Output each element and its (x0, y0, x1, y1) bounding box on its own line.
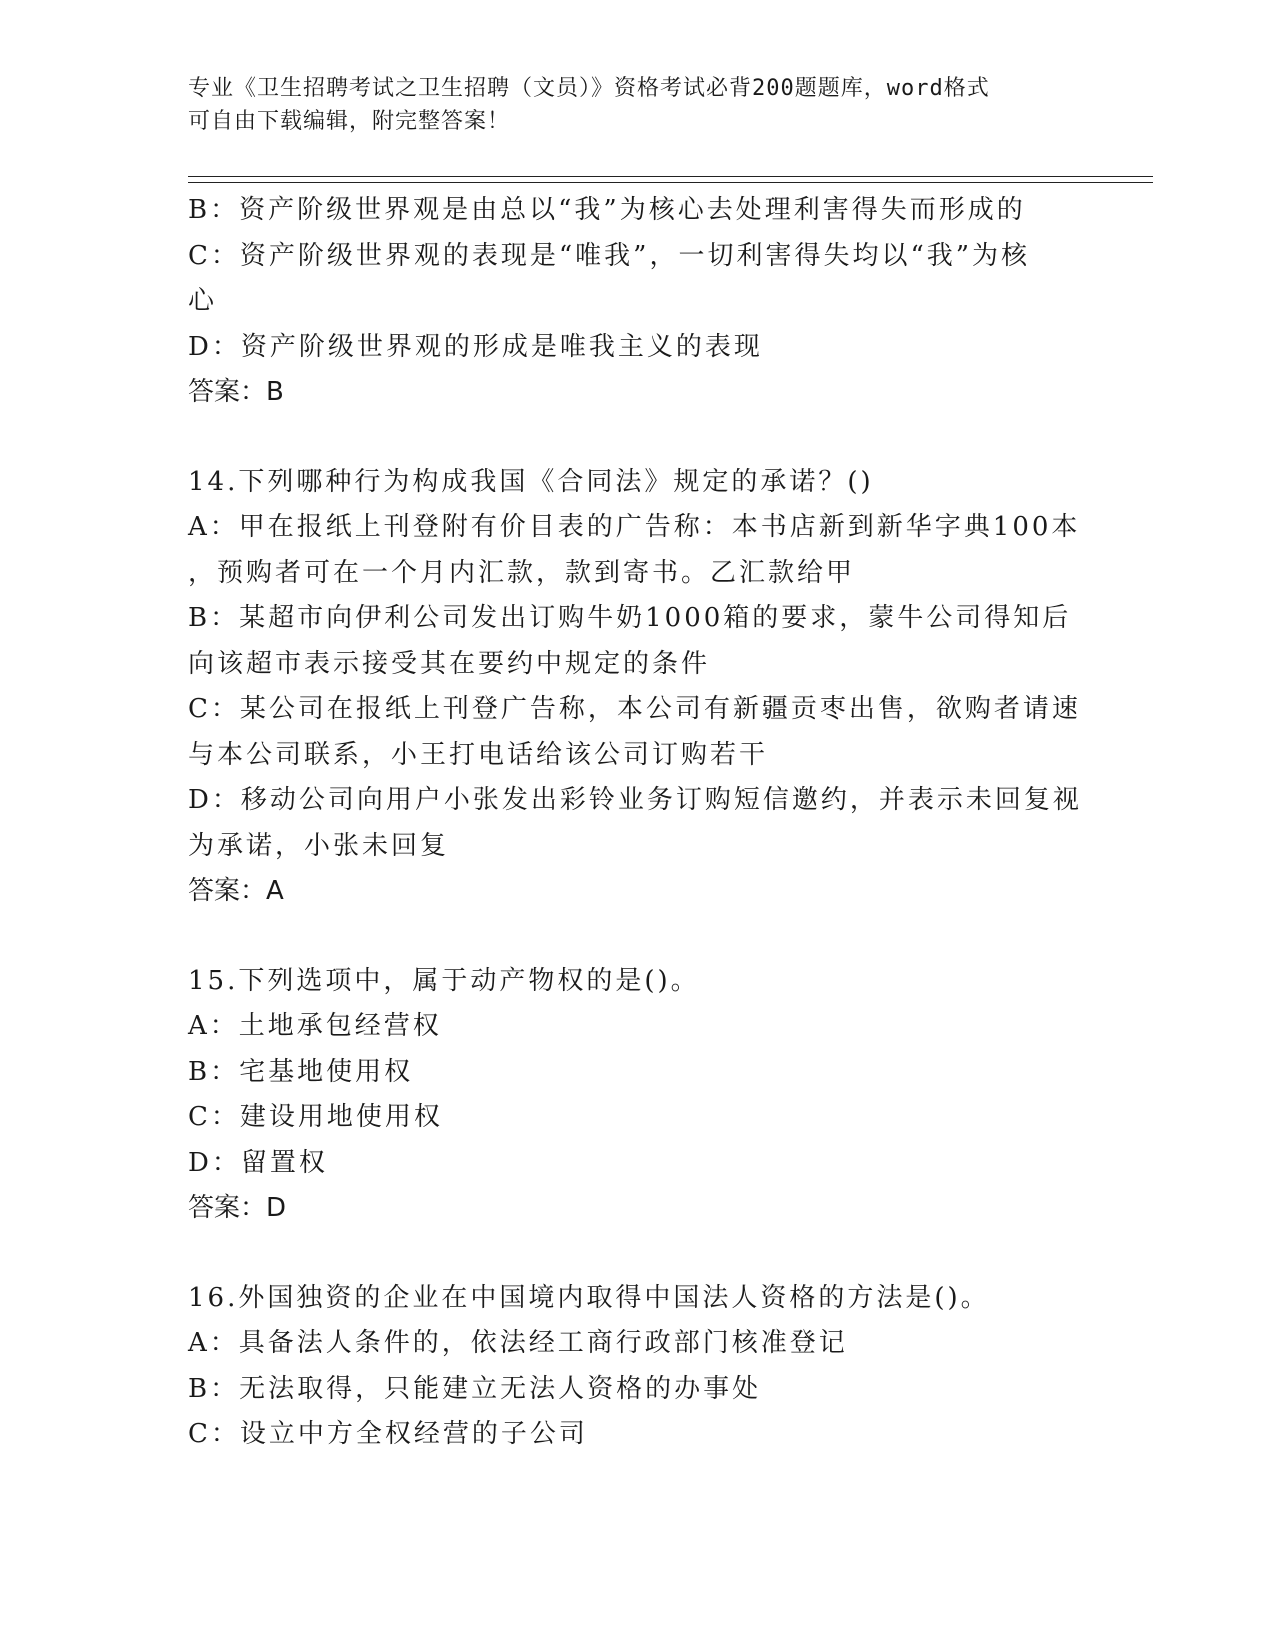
question-13-tail (188, 188, 1088, 416)
option-a: A：具备法人条件的，依法经工商行政部门核准登记 (188, 1328, 848, 1358)
question-stem: 14.下列哪种行为构成我国《合同法》规定的承诺？() (188, 466, 874, 497)
option-c: C：设立中方全权经营的子公司 (188, 1419, 588, 1449)
question-15 (188, 959, 1088, 1232)
document-header (188, 72, 1068, 138)
option-d-continued: 为承诺，小张未回复 (188, 830, 450, 861)
option-c: C：建设用地使用权 (188, 1102, 443, 1132)
option-b: B：无法取得，只能建立无法人资格的办事处 (188, 1373, 762, 1404)
option-c-continued: 心 (188, 286, 218, 316)
option-d: D：资产阶级世界观的形成是唯我主义的表现 (188, 331, 763, 362)
option-b-continued: 向该超市表示接受其在要约中规定的条件 (188, 648, 711, 679)
option-a-continued: ，预购者可在一个月内汇款，款到寄书。乙汇款给甲 (188, 557, 856, 588)
header-title-line-2: 可自由下载编辑，附完整答案！ (188, 109, 511, 134)
option-c-continued: 与本公司联系，小王打电话给该公司订购若干 (188, 739, 769, 770)
question-stem: 15.下列选项中，属于动产物权的是()。 (188, 965, 700, 996)
header-divider-bottom (188, 182, 1153, 183)
option-b: B：某超市向伊利公司发出订购牛奶1000箱的要求，蒙牛公司得知后 (188, 603, 1072, 633)
option-c: C：资产阶级世界观的表现是“唯我”，一切利害得失均以“我”为核 (188, 240, 1031, 271)
option-b: B：宅基地使用权 (188, 1056, 414, 1087)
option-a: A：甲在报纸上刊登附有价目表的广告称：本书店新到新华字典100本 (188, 512, 1081, 542)
question-14 (188, 460, 1088, 915)
answer: 答案：B (188, 377, 284, 407)
option-c: C：某公司在报纸上刊登广告称，本公司有新疆贡枣出售，欲购者请速 (188, 694, 1081, 724)
question-list (188, 188, 1088, 1458)
question-16 (188, 1276, 1088, 1458)
question-stem: 16.外国独资的企业在中国境内取得中国法人资格的方法是()。 (188, 1282, 990, 1313)
header-title-line-1: 专业《卫生招聘考试之卫生招聘（文员）》资格考试必背200题题库，word格式 (188, 76, 990, 101)
option-d: D：留置权 (188, 1147, 328, 1178)
answer: 答案：A (188, 876, 284, 906)
option-d: D：移动公司向用户小张发出彩铃业务订购短信邀约，并表示未回复视 (188, 785, 1082, 815)
answer: 答案：D (188, 1193, 287, 1223)
option-a: A：土地承包经营权 (188, 1011, 442, 1041)
header-divider-top (188, 176, 1153, 177)
option-b: B：资产阶级世界观是由总以“我”为核心去处理利害得失而形成的 (188, 195, 1026, 225)
